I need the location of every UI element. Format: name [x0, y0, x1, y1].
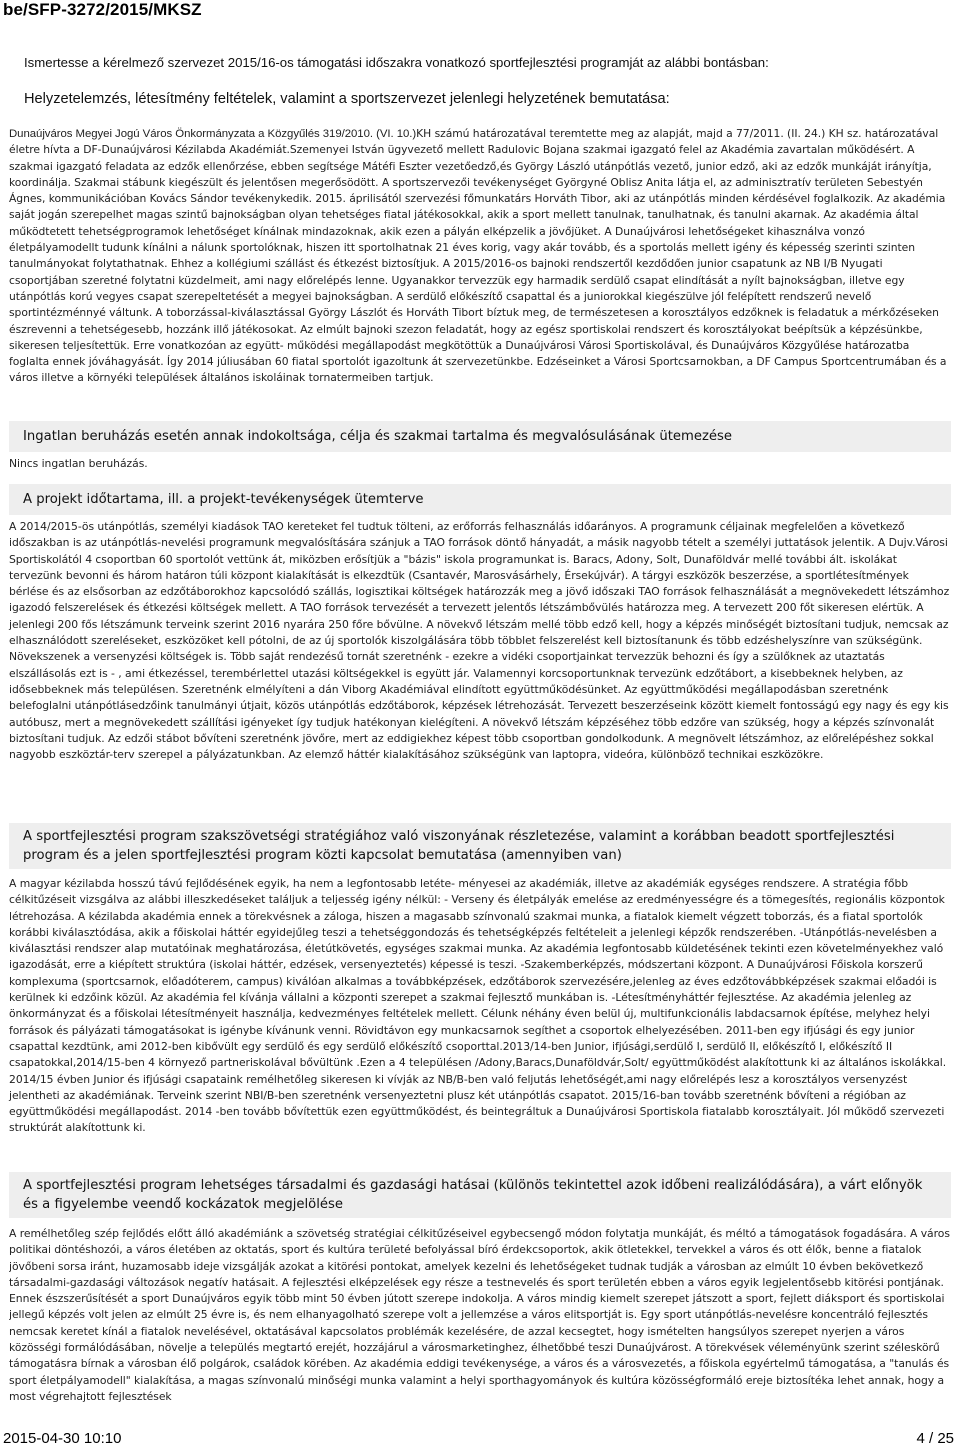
section4-heading: A sportfejlesztési program szakszövetségi stratégiához való viszonyának részletezése, valamint a korábban beadott sportfejlesztési program és a jelen sportfejlesztési program közti kapcsolat bemutatása (amennyiben van) — [9, 823, 951, 869]
section5-heading: A sportfejlesztési program lehetséges társadalmi és gazdasági hatásai (különös tekintettel azok időbeni realizálódására), a várt előnyök és a figyelembe veendő kockázatok megjelölése — [9, 1172, 951, 1218]
section1-lead — [9, 126, 951, 387]
section2-body: Nincs ingatlan beruházás. — [9, 457, 148, 470]
section3-heading: A projekt időtartama, ill. a projekt-tevékenységek ütemterve — [9, 484, 951, 515]
section1-body: KH számú határozatával teremtette meg az alapját, majd a 77/2011. (II. 24.) KH sz. határozatával életre hívta a DF-Dunaújvárosi Kézilabda Akadémiát.Szemenyei István ügyvezető mellett Radulovic Bojana szakmai igazgató felel az Akadémia zavartalan működésért. A szakmai igazgató feladata az edzők ellenőrzése, ebben segítsége Mátéfi Eszter vezetőedző,és György László utánpótlás vezető, junior edző, aki az edzők munkáját irányítja, koordinálja. Szakmai stábunk kiegészült és jelentősen megerősödött. A sportszervezői tevékenységet Györgyné Oblisz Anita látja el, az adminisztratív területen Sebestyén Ágnes, kommunikációban Kovács Sándor tevékenykedik. 2015. áprilisától szervezési főmunkatárs Horváth Tibor, aki az utánpótlás minden kérdésével foglalkozik. Az akadémia saját jogán szerepelhet magas szintű bajnokságban olyan tehetséges fiatal játékosokkal, akik a sport mellett tanulnak, tanulhatnak, és tanulni akarnak. Az akadémia által működtetett tehetségprogramok lehetőséget kínálnak mindazoknak, akik ezen a pályán elképzelik a jövőjüket. A Dunaújvárosi lehetőségeket kihasználva vonzó életpályamodellt tudunk kínálni a nálunk sportolóknak, hiszen itt sportolhatnak 21 éves korig, vagy akár tovább, és a sportolás mellett igény és képesség szerinti szinten tanulmányokat folytathatnak. Ehhez a kollégiumi szállást és étkezést biztosítjuk. A 2015/2016-os bajnoki rendszertől kezdődően junior csapatunk az NB I/B Nyugati csoportjában szeretné folytatni küzdelmeit, ami nagy előrelépés lenne. Ugyanakkor tervezzük egy harmadik serdülő csapat elindítását a nyílt bajnokságban, illetve egy utánpótlás korú vegyes csapat szerepeltetését a megyei bajnokságban. A serdülő előkészítő csapattal és a juniorokkal kiegészülve jól felépített rendszerű nevelő sportintézménnyé váltunk. A toborzással-kiválasztással György Lászlót és Horváth Tibort bíztuk meg, de természetesen a korosztályos edzőknek is feladatuk a mérkőzéseken észrevenni a tehetségesebb, hozzánk illő játékosokat. Az elmúlt bajnoki szezon feladatát, hogy az egész sportiskolai rendszert és korosztályokat beépítsük a képzésünkbe, sikeresen teljesítettük. Erre vonatkozóan az együtt- működési megállapodást megkötöttük a Dunaújvárosi Városi Sportiskolával, és Dunaújváros Közgyűlése határozatba foglalta ennek jóváhagyását. Így 2014 júliusában 60 fiatal sportolót igazoltunk át szervezetünkbe. Edzéseinket a Városi Sportcsarnokban, a DF Campus Sportcentrumában és a város illetve a környéki települések általános iskoláinak tornatermeiben tartjuk. — [9, 127, 947, 385]
section3-body: A 2014/2015-ös utánpótlás, személyi kiadások TAO kereteket fel tudtuk tölteni, az erőforrás felhasználás időarányos. A programunk céljainak megfelelően a következő időszakban is az utánpótlás-nevelési programunk megvalósítására szánjuk a TAO források döntő hányadát, a másik nagyobb tételt a személyi juttatások jelentik. A Dujv.Városi Sportiskolától 4 csoportban 60 sportolót vettünk át, miközben erősítjük a "bázis" iskola programunkat is. Baracs, Adony, Solt, Dunaföldvár mellé további ált. iskolákat tervezünk bevonni és három határon túli központ kialakítását is elkezdtük (Csantavér, Marosvásárhely, Érsekújvár). A tárgyi eszközök beszerzése, a sportlétesítmények bérlése és az elsősorban az edzőtáborokhoz kapcsolódó szállás, logisztikai költségek határozzák meg a jövő időszaki TAO források felhasználását a megnövekedett létszámhoz igazodó felszerelések és étkezési költségek mellett. A TAO források tervezését a tervezett jelentős létszámbővülés határozza meg. A tervezett 200 főt sikeresen elértük. A jelenlegi 200 fős létszámunk terveink szerint 2016 nyarára 250 főre bővülne. A növekvő létszám mellé több edző kell, hogy a képzés minőségét biztosítani tudjuk, nemcsak az elhasználódott szereléseket, eszközöket kell pótolni, de az új sportolók kiszolgálására több többlet felszerelést kell biztosítanunk és több edzéshelyszínre van szükségünk. Növekszenek a versenyzési költségek is. Több saját rendezésű tornát szeretnénk - ezekre a vidéki csoportjainkat tervezzük behozni és így a szülőknek az utaztatás elszállásolás ezt is - , ami étkezéssel, terembérlettel utazási költségekkel is együtt jár. Valamennyi korcsoportunknak tervezünk edzőtábort, a kisebbeknek helyben, az idősebbeknek más településen. Szeretnénk elmélyíteni a dán Viborg Akadémiával elindított együttműködésünket. Az együttműködési megállapodásban szeretnénk belefoglalni utánpótlásedzőink tanulmányi útjait, közös utánpótlás edzőtáborok, képzések létrehozását. Tervezett beszerzéseink között kiemelt fontosságú egy nagy és egy kis autóbusz, mert a megnövekedett szállítási igényeket így tudjuk hatékonyan kielégíteni. A növekvő létszám képzéséhez több edzőre van szükség, hogy a képzés színvonalát biztosítani tudjuk. Az edzői stábot bővíteni szeretnénk jövőre, mert az eddigiekhez képest több csoportban gondolkodunk. A megnövelt létszámhoz, az előrelépéshez sokkal nagyobb eszköztár-terv szerepel a pályázatunkban. Az elemző háttér kialakításához szükségünk van laptopra, videóra, különböző technikai eszközökre. — [9, 520, 950, 762]
section4-body: A magyar kézilabda hosszú távú fejlődésének egyik, ha nem a legfontosabb letéte- ményesei az akadémiák, illetve az akadémiák egységes rendszere. A stratégia főbb célkitűzéseit vizsgálva az alábbi illeszkedéseket találjuk a teljesség igény nélkül: - Verseny és életpályák emelése az eredményességre és a tömegesítés, regionális központok létrehozása. A kézilabda akadémia ennek a törekvésnek a záloga, hiszen a magasabb színvonalú szakmai munka, a fiatalok kiemelt végzett toborzás, és a fiatal sportolók korábbi kiválasztódása, akik a főiskolai háttér egyidejűleg teszi a tehetséggondozás és tehetségképzés feltételeit a jelenlegi képzők rendszerében. -Utánpótlás-nevelésben a kiválasztási rendszer alap mutatóinak meghatározása, életútkövetés, egységes szakmai munka. Az akadémia legfontosabb küldetésének tekinti ezen követelményekhez való igazodását, erre a kiépített struktúra (iskolai háttér, edzések, versenyeztetés) képessé is teszi. -Szakemberképzés, módszertani központ. A Dunaújvárosi Főiskola korszerű komplexuma (sportcsarnok, előadóterem, campus) kiválóan alkalmas a továbbképzések, edzőtáborok szervezésére,jelenleg az éves edzőtovábbképzések szakmai előadói is kerülnek ki edzőink közül. Az akadémia fel kívánja vállalni a központi szerepet a szakmai fejlesztő munkában is. -Létesítményháttér fejlesztése. Az akadémia jelenleg az önkormányzat és a főiskolai létesítményeit használja, kedvezményes feltételek mellett. Célunk néhány éven belül új, multifunkcionális labdacsarnok építése, melyhez helyi források és pályázati támogatásokat is igénybe kívánunk venni. Rövidtávon egy munkacsarnok segíthet a csoportok elhelyezésében. 2011-ben egy ifjúsági és egy junior csapattal kezdtünk, ami 2012-ben kibővült egy serdülő és egy serdülő előkészítő csoporttal.2013/14-ben Junior, ifjúsági,serdülő I, serdülő II, előkészítő I, előkészítő II csapatokkal,2014/15-ben 4 környező partneriskolával bővültünk .Ezen a 4 településen /Adony,Baracs,Dunaföldvár,Solt/ együttműködést alakítottunk ki az általános iskolákkal. 2014/15 évben Junior és ifjúsági csapataink remélhetőleg sikeresen ki vívják az NB/B-ben való feljutás lehetőségét,ami nagy előrelépés lesz a korosztályos versenyzést jelentheti az akadémiának. Terveink szerint NBI/B-ben szeretnénk versenyeztetni plusz két utánpótlás csapatot. 2015/16-ban tovább szeretnénk bővíteni a régióban az együttműködési megállapodást. 2014 -ben tovább bővítettük ezen együttműködést, és beintegráltuk a Dunaújvárosi Sportiskola fiatalabb korosztályait. Jól működő szervezeti struktúrát alakítottunk ki. — [9, 877, 947, 1135]
section1-title: Helyzetelemzés, létesítmény feltételek, valamint a sportszervezet jelenlegi helyzetének bemutatása: — [24, 91, 670, 107]
section1-lead-text: Dunaújváros Megyei Jogú Város Önkormányzata a Közgyűlés 319/2010. (VI. 10.) — [9, 128, 417, 140]
section2-heading: Ingatlan beruházás esetén annak indokoltsága, célja és szakmai tartalma és megvalósulásának ütemezése — [9, 421, 951, 452]
footer-datetime: 2015-04-30 10:10 — [3, 1430, 122, 1447]
intro-text: Ismertesse a kérelmező szervezet 2015/16-os támogatási időszakra vonatkozó sportfejlesztési programját az alábbi bontásban: — [24, 55, 769, 70]
page-header-id: be/SFP-3272/2015/MKSZ — [3, 0, 202, 19]
section5-body: A remélhetőleg szép fejlődés előtt álló akadémiánk a szövetség stratégiai célkitűzéseivel egybecsengő módon folytatja munkáját, és méltó a támogatások fogadására. A város politikai döntéshozói, a város életében az oktatás, sport és kultúra területé befolyással bíró érdekcsoportok, akik ötletekkel, tervekkel a város és ott élők, benne a fiatalok jövőbeni sorsa iránt, huzamosabb ideje vizsgálják azokat a kitörési pontokat, amelyek kezelni és lehetőségeket tudnak tudják a városban az elmúlt 10 évben bekövetkező társadalmi-gazdasági változások negatív hatásait. A fejlesztési elképzelések egy része a testnevelés és sport területén ebben a város egyik legjelentősebb kitörési pontjának. Ennek észszerűsítését a sport Dunaújváros egyik több mint 50 évben jútott szerepe indokolja. A város mindig kiemelt szerepet játszott a sport, fejlett diáksport és sportiskolai jellegű képzés volt jelen az elmúlt 25 évre is, és nem elhanyagolható szerepe volt a jellemzése a város elitsportját is. Egy sport utánpótlás-nevelésre koncentráló fejlesztés nemcsak keretet kínál a fiatalok nevelésével, oktatásával kapcsolatos problémák kezelésére, de azzal kecsegtet, hogy ismételten hangsúlyos szerepet nyerjen a város közösségi formálódásában, növelje a település megtartó erejét, hozzájárul a városmarketinghez, élhetőbbé teszi Dunaújvárost. A törekvések véleményünk szerint széleskörű támogatásra bírnak a városban élő polgárok, családok körében. Az akadémia eddigi tevékenysége, a város és a városvezetés, a főiskola egyértelmű támogatása, a "tanulás és sport életpályamodell" kialakítása, a magas színvonalú minőségi munka valamint a helyi sporthagyományok és kultúra közösségformáló ereje biztosítéka lehet annak, hogy a most végrehajtott fejlesztések — [9, 1227, 950, 1403]
footer-page-number: 4 / 25 — [916, 1430, 954, 1447]
